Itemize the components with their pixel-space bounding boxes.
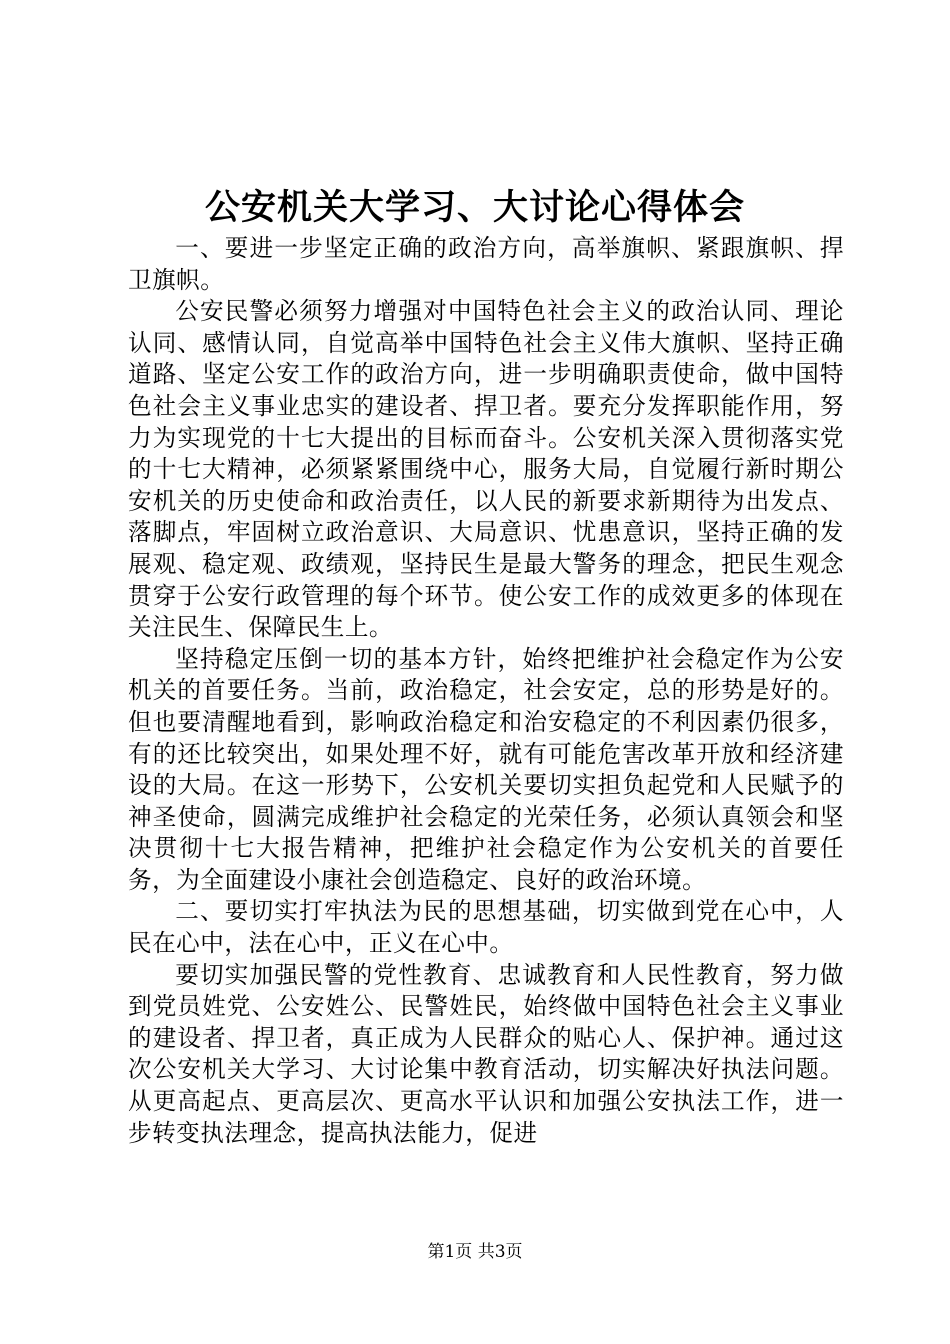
page-title: 公安机关大学习、大讨论心得体会 xyxy=(204,187,745,228)
paragraph-section-one-heading: 一、要进一步坚定正确的政治方向，高举旗帜、紧跟旗帜、捍卫旗帜。 xyxy=(128,234,844,294)
paragraph: 公安民警必须努力增强对中国特色社会主义的政治认同、理论认同、感情认同，自觉高举中国特色社会主义伟大旗帜、坚持正确道路、坚定公安工作的政治方向，进一步明确职责使命，做中国特色社会主义事业忠实的建设者、捍卫者。要充分发挥职能作用，努力为实现党的十七大提出的目标而奋斗。公安机关深入贯彻落实党的十七大精神，必须紧紧围绕中心，服务大局，自觉履行新时期公安机关的历史使命和政治责任，以人民的新要求新期待为出发点、落脚点，牢固树立政治意识、大局意识、忧患意识，坚持正确的发展观、稳定观、政绩观，坚持民生是最大警务的理念，把民生观念贯穿于公安行政管理的每个环节。使公安工作的成效更多的体现在关注民生、保障民生上。 xyxy=(128,297,844,642)
paragraph: 要切实加强民警的党性教育、忠诚教育和人民性教育，努力做到党员姓党、公安姓公、民警姓民，始终做中国特色社会主义事业的建设者、捍卫者，真正成为人民群众的贴心人、保护神。通过这次公安机关大学习、大讨论集中教育活动，切实解决好执法问题。从更高起点、更高层次、更高水平认识和加强公安执法工作，进一步转变执法理念，提高执法能力，促进 xyxy=(128,960,844,1147)
page-number-footer: 第1页 共3页 xyxy=(427,1242,523,1262)
document-body xyxy=(128,233,844,1149)
paragraph-section-two-heading: 二、要切实打牢执法为民的思想基础，切实做到党在心中，人民在心中，法在心中，正义在心中。 xyxy=(128,897,844,958)
paragraph: 坚持稳定压倒一切的基本方针，始终把维护社会稳定作为公安机关的首要任务。当前，政治稳定，社会安定，总的形势是好的。但也要清醒地看到，影响政治稳定和治安稳定的不利因素仍很多，有的还比较突出，如果处理不好，就有可能危害改革开放和经济建设的大局。在这一形势下，公安机关要切实担负起党和人民赋予的神圣使命，圆满完成维护社会稳定的光荣任务，必须认真领会和坚决贯彻十七大报告精神，把维护社会稳定作为公安机关的首要任务，为全面建设小康社会创造稳定、良好的政治环境。 xyxy=(128,644,844,894)
